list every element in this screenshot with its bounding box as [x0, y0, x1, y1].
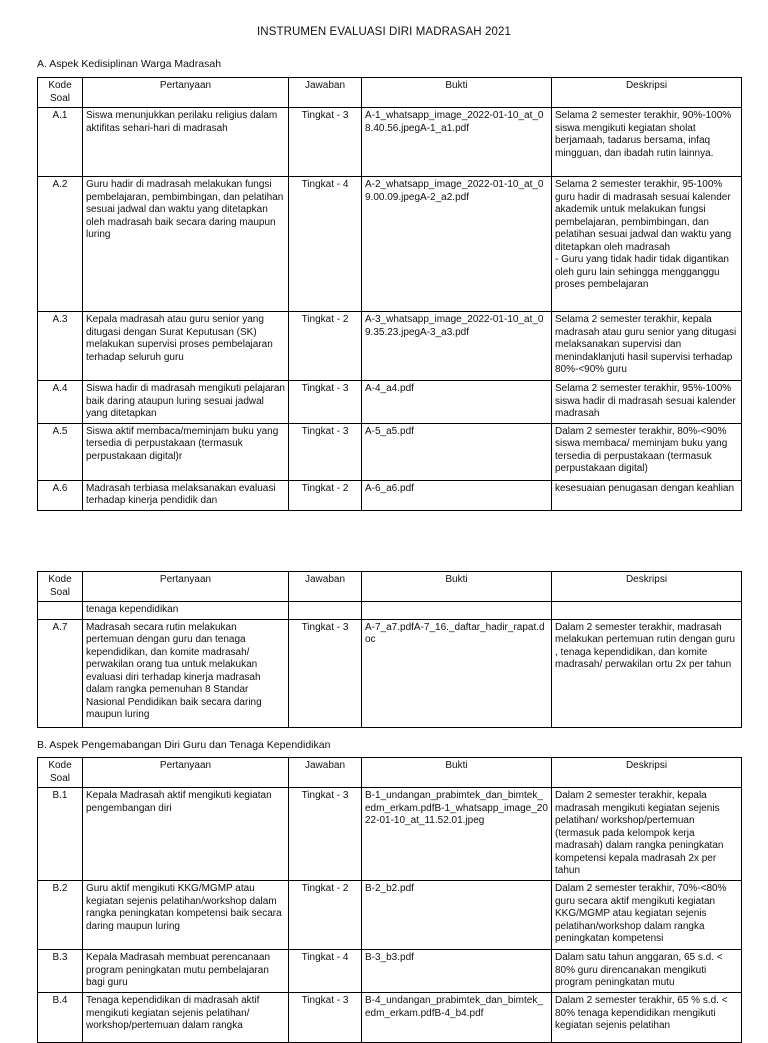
- bukti-cell: A-2_whatsapp_image_2022-01-10_at_09.00.09.jpegA-2_a2.pdf: [362, 177, 552, 312]
- header-jawaban: Jawaban: [289, 572, 362, 602]
- pertanyaan-cell: Siswa aktif membaca/meminjam buku yang tersedia di perpustakaan (termasuk perpustakaan digital)r: [83, 423, 289, 480]
- bukti-cell: B-2_b2.pdf: [362, 881, 552, 950]
- jawaban-cell: Tingkat - 3: [289, 619, 362, 727]
- header-deskripsi: Deskripsi: [552, 78, 742, 108]
- bukti-cell: A-1_whatsapp_image_2022-01-10_at_08.40.56.jpegA-1_a1.pdf: [362, 108, 552, 177]
- header-pertanyaan: Pertanyaan: [83, 572, 289, 602]
- deskripsi-cell: Selama 2 semester terakhir, 90%-100% siswa mengikuti kegiatan sholat berjamaah, tadarus bersama, infaq mingguan, dan ibadah rutin lainnya.: [552, 108, 742, 177]
- deskripsi-cell: Dalam satu tahun anggaran, 65 s.d. < 80% guru direncanakan mengikuti program peningkatan mutu: [552, 950, 742, 993]
- table-row: [38, 381, 742, 424]
- jawaban-cell: Tingkat - 3: [289, 108, 362, 177]
- table-row: [38, 619, 742, 727]
- kode-cell: A.4: [38, 381, 83, 424]
- jawaban-cell: [289, 602, 362, 620]
- bukti-cell: B-4_undangan_prabimtek_dan_bimtek_edm_erkam.pdfB-4_b4.pdf: [362, 993, 552, 1043]
- deskripsi-cell: Dalam 2 semester terakhir, 70%-<80% guru secara aktif mengikuti kegiatan KKG/MGMP atau kegiatan sejenis pelatihan/workshop dalam rangka peningkatan kompetensi: [552, 881, 742, 950]
- pertanyaan-cell: Madrasah secara rutin melakukan pertemuan dengan guru dan tenaga kependidikan, dan komite madrasah/ perwakilan orang tua untuk melakukan evaluasi diri terhadap kinerja madrasah dalam rangka pemenuhan 8 Standar Nasional Pendidikan baik secara daring maupun luring: [83, 619, 289, 727]
- table-row: [38, 108, 742, 177]
- section-a-table: [37, 77, 742, 511]
- section-b-title: B. Aspek Pengemabangan Diri Guru dan Tenaga Kependidikan: [37, 739, 331, 751]
- kode-cell: A.5: [38, 423, 83, 480]
- bukti-cell: A-5_a5.pdf: [362, 423, 552, 480]
- table-row: [38, 177, 742, 312]
- table-row: [38, 423, 742, 480]
- table-header-row: [38, 758, 742, 788]
- bukti-cell: A-7_a7.pdfA-7_16._daftar_hadir_rapat.doc: [362, 619, 552, 727]
- pertanyaan-cell: Madrasah terbiasa melaksanakan evaluasi terhadap kinerja pendidik dan: [83, 480, 289, 510]
- pertanyaan-cell: Kepala Madrasah aktif mengikuti kegiatan pengembangan diri: [83, 788, 289, 881]
- table-header-row: [38, 78, 742, 108]
- jawaban-cell: Tingkat - 3: [289, 788, 362, 881]
- kode-cell: A.7: [38, 619, 83, 727]
- deskripsi-cell: [552, 602, 742, 620]
- kode-cell: A.1: [38, 108, 83, 177]
- header-deskripsi: Deskripsi: [552, 572, 742, 602]
- header-deskripsi: Deskripsi: [552, 758, 742, 788]
- section-b-table: [37, 757, 742, 1043]
- jawaban-cell: Tingkat - 4: [289, 950, 362, 993]
- table-row: [38, 993, 742, 1043]
- header-kode: Kode Soal: [38, 758, 83, 788]
- deskripsi-cell: kesesuaian penugasan dengan keahlian: [552, 480, 742, 510]
- jawaban-cell: Tingkat - 3: [289, 381, 362, 424]
- pertanyaan-cell: Siswa hadir di madrasah mengikuti pelajaran baik daring ataupun luring sesuai jadwal yang ditetapkan: [83, 381, 289, 424]
- deskripsi-cell: Selama 2 semester terakhir, kepala madrasah atau guru senior yang ditugasi melaksanakan supervisi dan menindaklanjuti hasil supervisi terhadap 80%-<90% guru: [552, 312, 742, 381]
- header-kode: Kode Soal: [38, 572, 83, 602]
- kode-cell: B.2: [38, 881, 83, 950]
- deskripsi-cell: Dalam 2 semester terakhir, madrasah melakukan pertemuan rutin dengan guru , tenaga kependidikan, dan komite madrasah/ perwakilan ortu 2x per tahun: [552, 619, 742, 727]
- header-pertanyaan: Pertanyaan: [83, 78, 289, 108]
- header-pertanyaan: Pertanyaan: [83, 758, 289, 788]
- deskripsi-cell: Dalam 2 semester terakhir, 65 % s.d. < 80% tenaga kependidikan mengikuti kegiatan sejenis pelatihan: [552, 993, 742, 1043]
- header-jawaban: Jawaban: [289, 78, 362, 108]
- deskripsi-cell: Dalam 2 semester terakhir, kepala madrasah mengikuti kegiatan sejenis pelatihan/ workshop/pertemuan (termasuk pada kelompok kerja madrasah) dalam rangka peningkatan kompetensi kepala madrasah 2x per tahun: [552, 788, 742, 881]
- bukti-cell: B-3_b3.pdf: [362, 950, 552, 993]
- kode-cell: B.1: [38, 788, 83, 881]
- pertanyaan-cell: Tenaga kependidikan di madrasah aktif mengikuti kegiatan sejenis pelatihan/ workshop/pertemuan dalam rangka: [83, 993, 289, 1043]
- table-row: [38, 950, 742, 993]
- bukti-cell: A-6_a6.pdf: [362, 480, 552, 510]
- kode-cell: B.4: [38, 993, 83, 1043]
- jawaban-cell: Tingkat - 2: [289, 312, 362, 381]
- pertanyaan-cell: Guru aktif mengikuti KKG/MGMP atau kegiatan sejenis pelatihan/workshop dalam rangka peningkatan kompetensi baik secara daring maupun luring: [83, 881, 289, 950]
- header-kode: Kode Soal: [38, 78, 83, 108]
- section-a-continuation-table: [37, 571, 742, 728]
- kode-cell: A.2: [38, 177, 83, 312]
- header-bukti: Bukti: [362, 758, 552, 788]
- pertanyaan-cell: Kepala madrasah atau guru senior yang ditugasi dengan Surat Keputusan (SK) melakukan supervisi proses pembelajaran terhadap seluruh guru: [83, 312, 289, 381]
- table-row: [38, 602, 742, 620]
- pertanyaan-cell: Kepala Madrasah membuat perencanaan program peningkatan mutu pembelajaran bagi guru: [83, 950, 289, 993]
- bukti-cell: A-4_a4.pdf: [362, 381, 552, 424]
- table-row: [38, 480, 742, 510]
- kode-cell: A.3: [38, 312, 83, 381]
- header-bukti: Bukti: [362, 78, 552, 108]
- jawaban-cell: Tingkat - 4: [289, 177, 362, 312]
- kode-cell: B.3: [38, 950, 83, 993]
- bukti-cell: B-1_undangan_prabimtek_dan_bimtek_edm_erkam.pdfB-1_whatsapp_image_2022-01-10_at_11.52.01.jpeg: [362, 788, 552, 881]
- pertanyaan-cell: tenaga kependidikan: [83, 602, 289, 620]
- header-bukti: Bukti: [362, 572, 552, 602]
- jawaban-cell: Tingkat - 3: [289, 993, 362, 1043]
- bukti-cell: [362, 602, 552, 620]
- pertanyaan-cell: Siswa menunjukkan perilaku religius dalam aktifitas sehari-hari di madrasah: [83, 108, 289, 177]
- table-row: [38, 788, 742, 881]
- jawaban-cell: Tingkat - 2: [289, 881, 362, 950]
- bukti-cell: A-3_whatsapp_image_2022-01-10_at_09.35.23.jpegA-3_a3.pdf: [362, 312, 552, 381]
- section-a-title: A. Aspek Kedisiplinan Warga Madrasah: [37, 58, 222, 70]
- deskripsi-cell: Selama 2 semester terakhir, 95%-100% siswa hadir di madrasah sesuai kalender madrasah: [552, 381, 742, 424]
- document-title: INSTRUMEN EVALUASI DIRI MADRASAH 2021: [257, 26, 511, 38]
- table-row: [38, 881, 742, 950]
- header-jawaban: Jawaban: [289, 758, 362, 788]
- pertanyaan-cell: Guru hadir di madrasah melakukan fungsi pembelajaran, pembimbingan, dan pelatihan sesuai jadwal dan waktu yang ditetapkan oleh madrasah baik secara daring maupun luring: [83, 177, 289, 312]
- table-header-row: [38, 572, 742, 602]
- kode-cell: [38, 602, 83, 620]
- table-row: [38, 312, 742, 381]
- deskripsi-cell: Selama 2 semester terakhir, 95-100% guru hadir di madrasah sesuai kalender akademik untuk melakukan fungsi pembelajaran, pembimbingan, dan pelatihan sesuai jadwal dan waktu yang ditetapkan oleh madrasah - Guru yang tidak hadir tidak digantikan oleh guru lain sehingga mengganggu proses pembelajaran: [552, 177, 742, 312]
- jawaban-cell: Tingkat - 3: [289, 423, 362, 480]
- deskripsi-cell: Dalam 2 semester terakhir, 80%-<90% siswa membaca/ meminjam buku yang tersedia di perpustakaan (termasuk perpustakaan digital): [552, 423, 742, 480]
- kode-cell: A.6: [38, 480, 83, 510]
- jawaban-cell: Tingkat - 2: [289, 480, 362, 510]
